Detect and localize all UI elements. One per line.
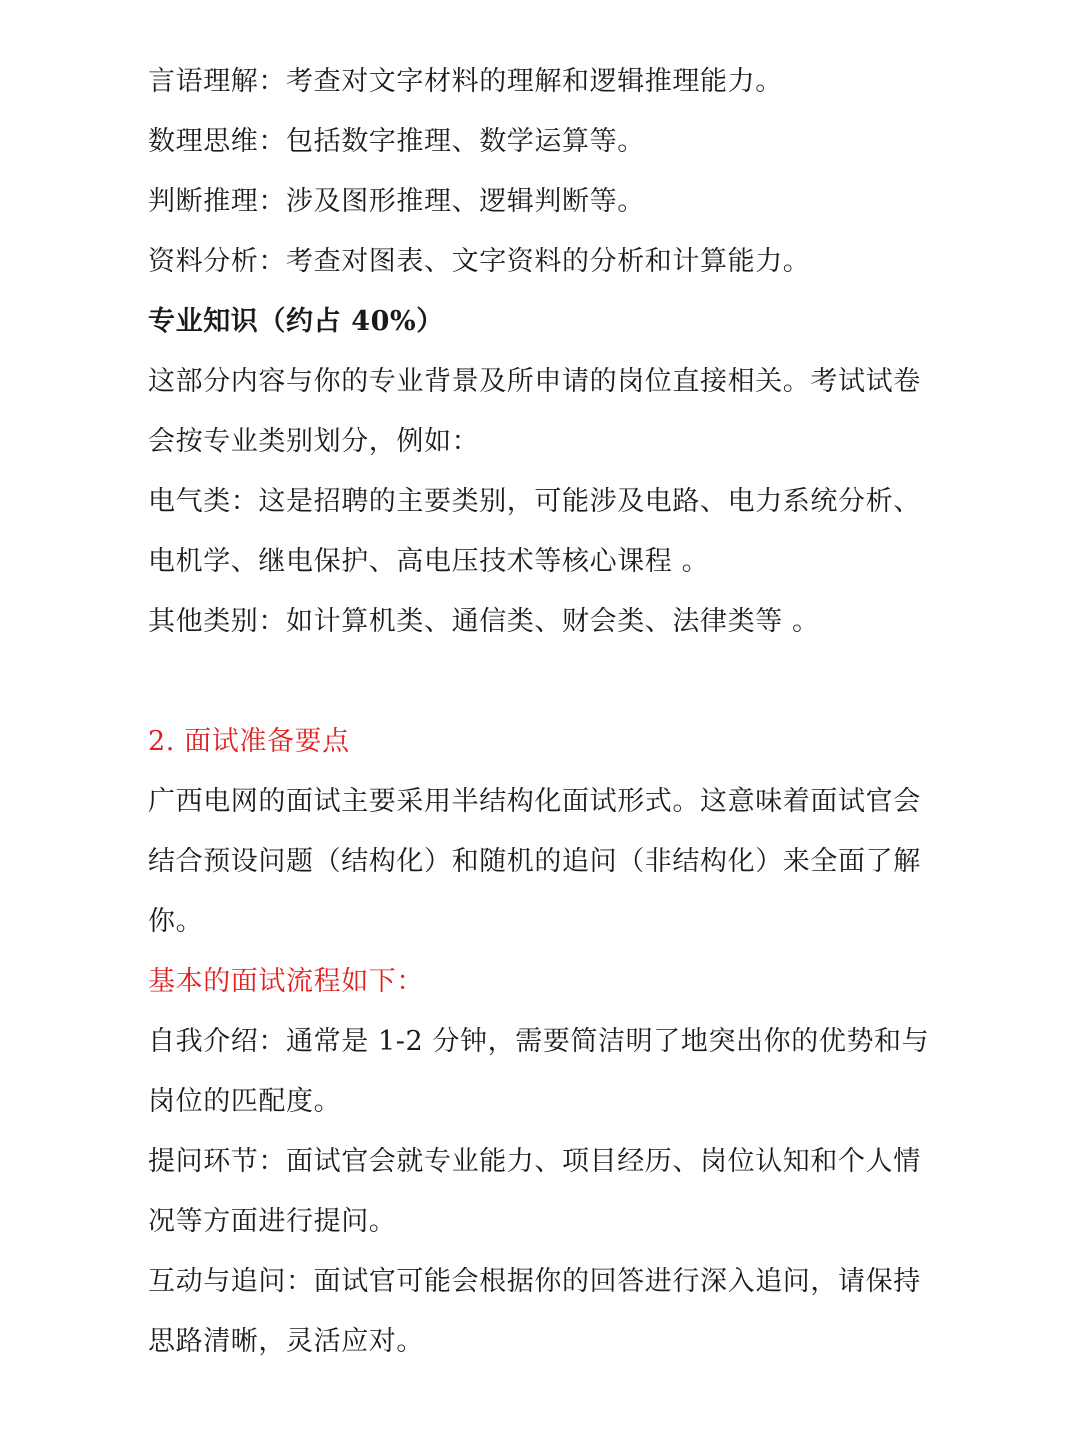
paragraph-data-analysis: 资料分析：考查对图表、文字资料的分析和计算能力。 — [148, 246, 811, 277]
subheading-interview-process: 基本的面试流程如下： — [148, 966, 424, 997]
paragraph-judgment-reasoning: 判断推理：涉及图形推理、逻辑判断等。 — [148, 186, 645, 217]
section-spacer — [148, 652, 948, 712]
paragraph-follow-up: 互动与追问：面试官可能会根据你的回答进行深入追问，请保持思路清晰，灵活应对。 — [148, 1266, 921, 1357]
section-heading-interview-prep: 2. 面试准备要点 — [148, 726, 350, 757]
paragraph-other-categories: 其他类别：如计算机类、通信类、财会类、法律类等 。 — [148, 606, 820, 637]
paragraph-interview-intro: 广西电网的面试主要采用半结构化面试形式。这意味着面试官会结合预设问题（结构化）和随机的追问（非结构化）来全面了解你。 — [148, 786, 921, 937]
paragraph-question-session: 提问环节：面试官会就专业能力、项目经历、岗位认知和个人情况等方面进行提问。 — [148, 1146, 921, 1237]
paragraph-electrical-category: 电气类：这是招聘的主要类别，可能涉及电路、电力系统分析、电机学、继电保护、高电压技术等核心课程 。 — [148, 486, 921, 577]
paragraph-numerical-thinking: 数理思维：包括数字推理、数学运算等。 — [148, 126, 645, 157]
section-heading-professional-knowledge: 专业知识（约占 40%） — [148, 306, 444, 337]
paragraph-professional-intro: 这部分内容与你的专业背景及所申请的岗位直接相关。考试试卷会按专业类别划分，例如： — [148, 366, 921, 457]
document-body — [148, 52, 948, 1372]
paragraph-self-introduction: 自我介绍：通常是 1-2 分钟，需要简洁明了地突出你的优势和与岗位的匹配度。 — [148, 1026, 930, 1117]
paragraph-verbal-comprehension: 言语理解：考查对文字材料的理解和逻辑推理能力。 — [148, 66, 783, 97]
